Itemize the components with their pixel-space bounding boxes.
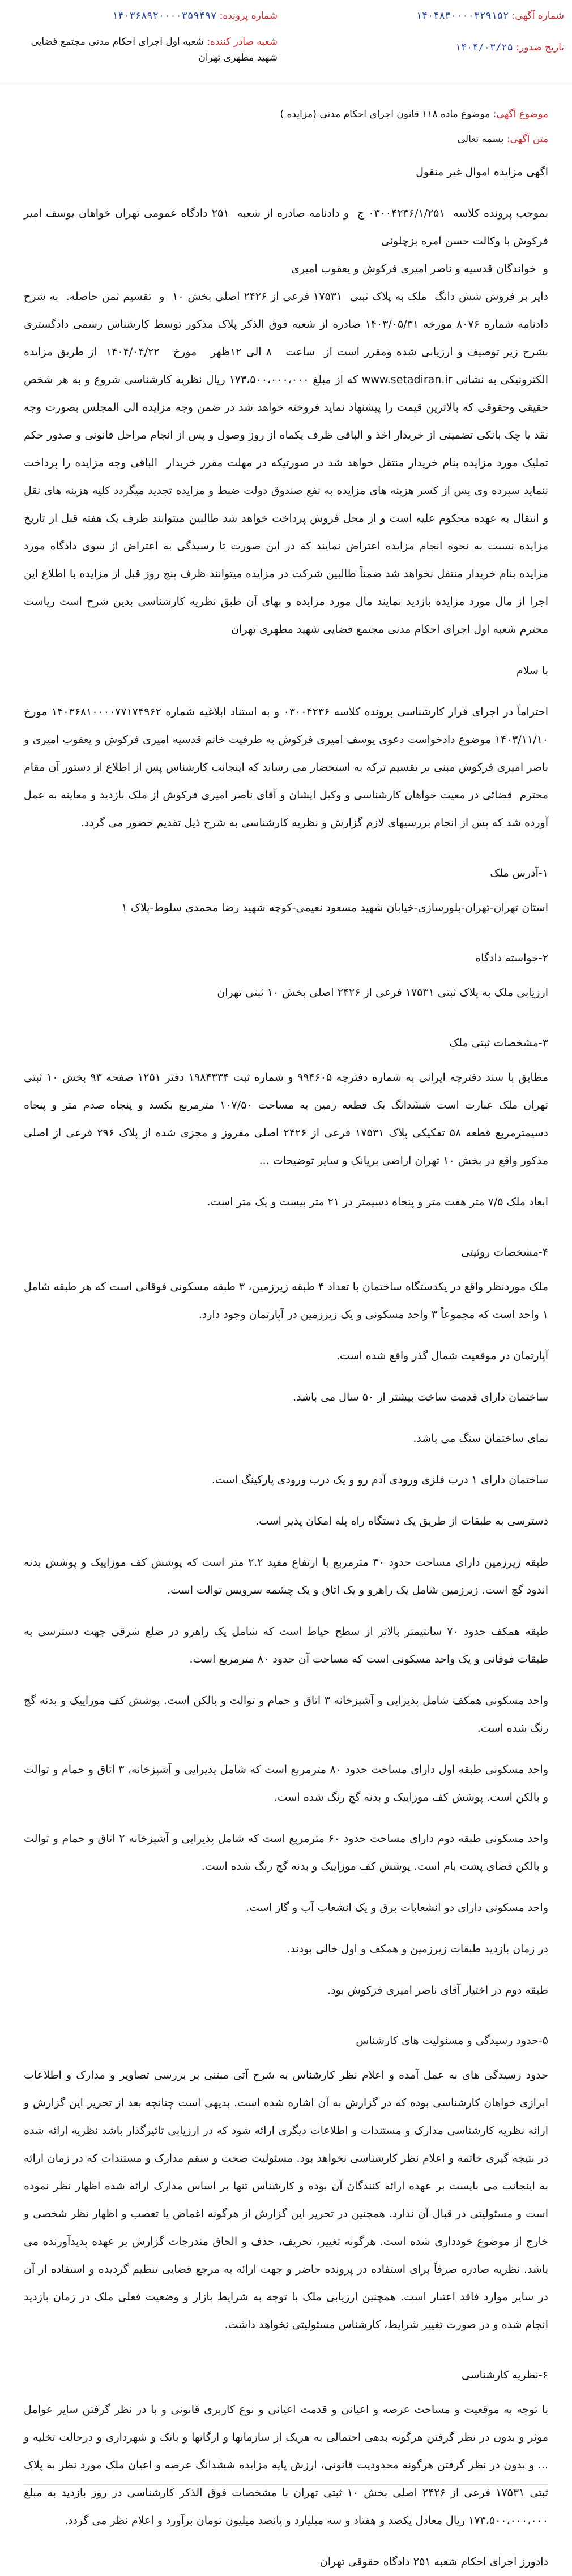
ad-number-row [416,10,565,22]
location-text: آپارتمان در موقعیت شمال گذر واقع شده است. [336,1350,548,1362]
salutation: با سلام [516,664,548,677]
age-text: ساختمان دارای قدمت ساخت بیشتر از ۵۰ سال می باشد. [293,1391,548,1403]
building-text: ملک موردنظر واقع در یکدستگاه ساختمان با تعداد ۴ طبقه زیرزمین، ۳ طبقه مسکونی فوقانی است که هر طبقه شامل ۱ واحد است که مجموعاً ۳ واحد مسکونی و یک زیرزمین در آپارتمان وجود دارد. [20,1281,548,1321]
section-request-title: ۲-خواسته دادگاه [475,952,548,964]
date-label: تاریخ صدور: [516,42,564,53]
section-opinion-text: با توجه به موقعیت و مساحت عرصه و اعیانی و قدمت اعیانی و نوع کاربری قانونی و با در نظر گرفتن سایر عوامل موثر و بدون در نظر گرفتن هرگونه بدهی احتمالی به هریک از سازمانها و ارگانها و بانک و شهرداری و درحالت تخلیه و ... و بدون در نظر گرفتن هرگونه محدودیت قانونی، ارزش پایه مزایده ششدانگ عرصه و اعیان ملک مورد نظر به پلاک ثبتی ۱۷۵۳۱ فرعی از ۲۴۲۶ اصلی بخش ۱۰ ثبتی تهران با مشخصات فوق الذکر کارشناسی در روز بازدید به مبلغ ۱۷۳،۵۰۰،۰۰۰،۰۰۰ ریال معادل یکصد و هفتاد و سه میلیارد و پانصد میلیون تومان برآورد و اعلام نظر می گردد. [20,2403,549,2527]
ad-number-value: ۱۴۰۴۸۳۰۰۰۰۳۲۹۱۵۲ [416,10,509,22]
expert-intro: احتراماً در اجرای قرار کارشناسی پرونده کلاسه ۰۳۰۰۴۲۳۶ و به استناد ابلاغیه شماره ۱۴۰۳۶۸۱۰۰۰۰۷۷۱۷۴۹۶۲ مورخ ۱۴۰۳/۱۱/۱۰ موضوع دادخواست دعوی یوسف امیری فرکوش به طرفیت خانم قدسیه امیری فرکوش و یعقوب امیری و ناصر امیری فرکوش مبنی بر تقسیم ترکه به استحضار می رساند که اینجانب کارشناس پس از اطلاع از دستور آن مقام محترم قضائی در معیت خواهان کارشناسی و وکیل ایشان و آقای ناصر امیری فرکوش از ملک بازدید و معاینه به عمل آورده شد که پس از انجام بررسیهای لازم گزارش و نظریه کارشناسی به شرح ذیل تقدیم حضور می گردد. [20,706,549,829]
issuer-row [17,34,278,66]
stairs-text: دسترسی به طبقات از طریق یک دستگاه راه پله امکان پذیر است. [255,1515,548,1527]
section-registry-text: مطابق با سند دفترچه ایرانی به شماره دفترچه ۹۹۴۶۰۵ و شماره ثبت ۱۹۸۴۳۳۴ دفتر ۱۲۵۱ صفحه ۹۳ بخش ۱۰ ثبتی تهران ملک عبارت است ششدانگ یک قطعه زمین به مساحت ۱۰۷/۵۰ مترمربع بکسد و پنجاه صدم متر و پنجاه دسیمترمربع قطعه ۵۸ تفکیکی پلاک ۱۷۵۳۱ فرعی از ۲۴۲۶ اصلی مفروز و مجزی شده از پلاک ۲۹۶ فرعی از اصلی مذکور واقع در بخش ۱۰ تهران اراضی بریانک و سایر توضیحات ... [20,1071,548,1167]
section-scope-text: حدود رسیدگی های به عمل آمده و اعلام نظر کارشناس به شرح آتی مبتنی بر بررسی تصاویر و مدارک و اطلاعات ابرازی خواهان کارشناسی بوده که در گزارش به آن اشاره شده است. بدیهی است چنانچه بعد از تحریر این گزارش و ارائه نظریه کارشناسی مدارک و مستندات و اطلاعات دیگری ارائه شود که در ارزیابی تاثیرگذار باشد نظریه ارائه شده در نتیجه گیری خاتمه و اعلام نظر کارشناسی نخواهد بود. مسئولیت صحت و سقم مدارک و مستندات که در زمان ارائه به اینجانب می بایست بر عهده ارائه کنندگان آن بوده و کارشناس تنها بر اساس مدارک ارائه شده اظهار نظر نموده است و مسئولیتی در قبال آن ندارد. همچنین در تحریر این گزارش از هرگونه اغماض یا تعصب و اظهار نظر شخصی و خارج از موضوع خودداری شده است. هرگونه تغییر، تحریف، حذف و الحاق مندرجات گزارش بر عهده پدیدآورنده می باشد. نظریه صادره صرفاً برای استفاده در پرونده حاضر و جهت ارائه به مرجع قضایی تنظیم گردیده و استفاده از آن در سایر موارد فاقد اعتبار است. همچنین ارزیابی ملک با توجه به شرایط بازار و وضعیت فعلی ملک در زمان بازدید انجام شده و در صورت تغییر شرایط، کارشناس مسئولیتی نخواهد داشت. [20,2069,548,2331]
text-value: بسمه تعالی [457,134,504,145]
utilities-text: واحد مسکونی دارای دو انشعابات برق و یک انشعاب آب و گاز است. [246,1901,548,1914]
section-address-title: ۱-آدرس ملک [490,867,548,879]
signature: دادورز اجرای احکام شعبه ۲۵۱ دادگاه حقوقی تهران [319,2556,548,2568]
section-visual-title: ۴-مشخصات روئیتی [461,1246,548,1259]
auction-title: اگهی مزایده اموال غیر منقول [416,166,548,178]
serial-label: شماره پرونده: [219,10,278,22]
section-request-text: ارزیابی ملک به پلاک ثبتی ۱۷۵۳۱ فرعی از ۲۴۲۶ اصلی بخش ۱۰ ثبتی تهران [217,986,548,999]
first-floor-text: واحد مسکونی طبقه اول دارای مساحت حدود ۸۰ مترمربع است که شامل پذیرایی و آشپزخانه، ۳ اتاق و حمام و توالت و بالکن است. پوشش کف موزاییک و بدنه گچ رنگ شده است. [20,1763,548,1804]
subject-line [24,109,548,120]
basement-text: طبقه زیرزمین دارای مساحت حدود ۳۰ مترمربع با ارتفاع مفید ۲.۲ متر است که پوشش کف موزاییک و پوشش بدنه اندود گچ است. زیرزمین شامل یک راهرو و یک اتاق و یک چشمه سرویس توالت است. [20,1556,548,1596]
occupant-text: طبقه دوم در اختیار آقای ناصر امیری فرکوش بود. [327,1984,548,1997]
subject-value: موضوع ماده ۱۱۸ قانون اجرای احکام مدنی (مزایده ) [280,109,490,120]
text-line [24,134,548,145]
date-row [455,42,565,53]
defendants: و خواندگان قدسیه و ناصر امیری فرکوش و یعقوب امیری [291,263,548,275]
second-floor-text: واحد مسکونی طبقه دوم دارای مساحت حدود ۶۰ مترمربع است که شامل پذیرایی و آشپزخانه ۲ اتاق و حمام و توالت و بالکن فضای پشت بام است. پوشش کف موزاییک و بدنه گچ رنگ شده است. [20,1832,548,1873]
ad-header [0,0,572,85]
text-label: متن آگهی: [506,134,548,145]
ad-content [20,109,549,2576]
subject-label: موضوع آگهی: [493,109,548,120]
dimensions-text: ابعاد ملک ۷/۵ متر هفت متر و پنجاه دسیمتر در ۲۱ متر بیست و یک متر است. [207,1196,548,1208]
vacancy-text: در زمان بازدید طبقات زیرزمین و همکف و اول خالی بودند. [287,1943,548,1955]
doors-text: ساختمان دارای ۱ درب فلزی ورودی آدم رو و یک درب ورودی پارکینگ است. [211,1474,548,1486]
bottom-divider [24,2484,548,2485]
section-address-text: استان تهران-تهران-بلورسازی-خیابان شهید مسعود نعیمی-کوچه شهید رضا محمدی سلوط-پلاک ۱ [121,901,548,914]
ground-floor-text: طبقه همکف حدود ۷۰ سانتیمتر بالاتر از سطح حیاط است که شامل یک راهرو در ضلع شرقی جهت دسترسی به طبقات فوقانی و یک واحد مسکونی است که مساحت آن حدود ۸۰ مترمربع است. [20,1625,548,1665]
ad-number-label: شماره آگهی: [511,10,564,22]
auction-terms: دایر بر فروش شش دانگ ملک به پلاک ثبتی ۱۷۵۳۱ فرعی از ۲۴۲۶ اصلی بخش ۱۰ و تقسیم ثمن حاصله. به شرح دادنامه شماره ۸۰۷۶ مورخه ۱۴۰۳/۰۵/۳۱ صادره از شعبه فوق الذکر پلاک مذکور توسط کارشناس رسمی دادگستری بشرح زیر توصیف و ارزیابی شده ومقرر است از ساعت ۸ الی ۱۲ظهر مورخ ۱۴۰۴/۰۴/۲۲ از طریق مزایده الکترونیکی به نشانی www.setadiran.ir که از مبلغ ۱۷۳،۵۰۰،۰۰۰،۰۰۰ ریال نظریه کارشناسی شروع و به هر شخص حقیقی وحقوقی که بالاترین قیمت را پیشنهاد نماید فروخته خواهد شد در ضمن وجه مزایده الی المجلس بصورت وجه نقد یا چک بانکی تضمینی از خریدار اخذ و الباقی ظرف یکماه از روز وصول و پس از انجام مراحل قانونی و صدور حکم تملیک مورد مزایده بنام خریدار منتقل خواهد شد در صورتیکه در مهلت مقرر خریدار الباقی وجه مزایده را پرداخت ننماید سپرده وی پس از کسر هزینه های مزایده به نفع صندوق دولت ضبط و مزایده تجدید میگردد کلیه هزینه های نقل و انتقال به عهده محکوم علیه است و از محل فروش پرداخت خواهد شد طالبین میتوانند ظرف یک هفته قبل از تاریخ مزایده نسبت به نحوه انجام مزایده اعتراض نمایند که در این صورت تا رسیدگی به اعتراض از سوی دادگاه مورد مزایده بنام خریدار منتقل نخواهد شد ضمناً طالبین شرکت در مزایده میتوانند ظرف پنج روز قبل از مزایده با اطلاع این اجرا از مال مورد مزایده بازدید نمایند مال مورد مزایده و بهای آن طبق نظریه کارشناسی بدین شرح است ریاست محترم شعبه اول اجرای احکام مدنی مجتمع قضایی شهید مطهری تهران [20,290,549,636]
serial-row [112,10,278,22]
section-registry-title: ۳-مشخصات ثبتی ملک [449,1037,548,1049]
issuer-label: شعبه صادر کننده: [207,36,278,48]
ground-unit-text: واحد مسکونی همکف شامل پذیرایی و آشپزخانه ۳ اتاق و حمام و توالت و بالکن است. پوشش کف موزاییک و بدنه گچ رنگ شده است. [20,1694,548,1734]
case-intro: بموجب پرونده کلاسه ۰۳۰۰۴۲۳۶/۱/۲۵۱ ج و دادنامه صادره از شعبه ۲۵۱ دادگاه عمومی تهران خواهان یوسف امیر فرکوش با وکالت حسن امره بزچلوئی [20,207,548,247]
date-value: ۱۴۰۴/۰۳/۲۵ [455,42,513,53]
section-opinion-title: ۶-نظریه کارشناسی [461,2369,548,2381]
section-scope-title: ۵-حدود رسیدگی و مسئولیت های کارشناس [356,2034,548,2047]
issuer-value: شعبه اول اجرای احکام مدنی مجتمع قضایی شهید مطهری تهران [31,36,278,63]
facade-text: نمای ساختمان سنگ می باشد. [413,1432,548,1445]
serial-value: ۱۴۰۳۶۸۹۲۰۰۰۰۳۵۹۴۹۷ [112,10,217,22]
